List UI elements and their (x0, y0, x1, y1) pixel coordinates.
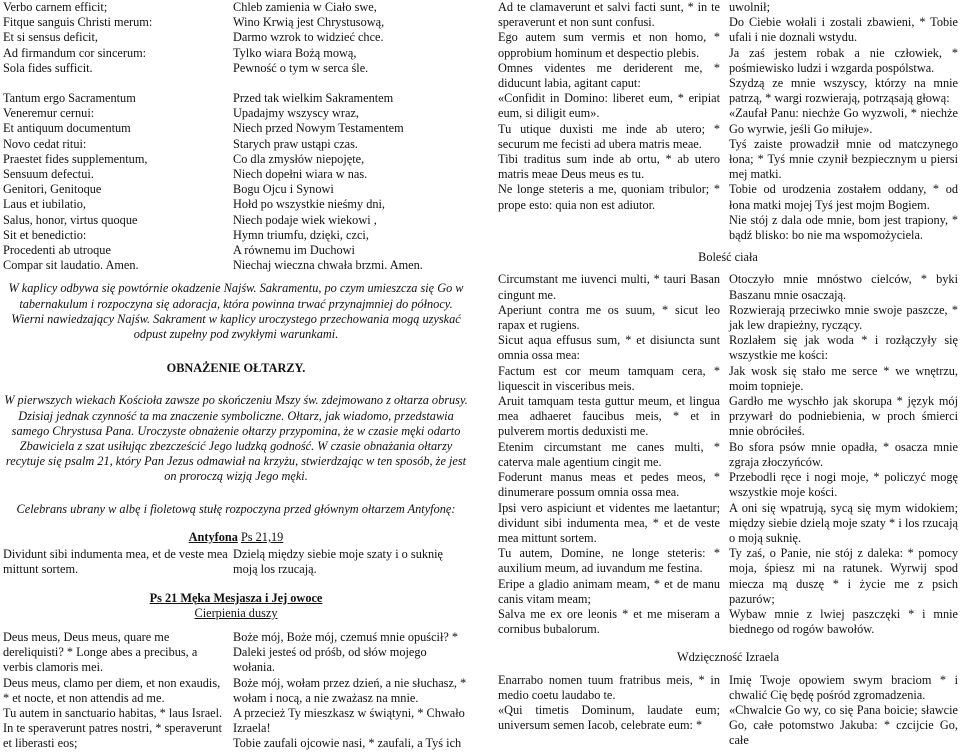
antiphon-title: Antyfona (188, 529, 238, 544)
section-title-gratitude: Wdzięczność Izraela (676, 650, 780, 665)
verse-line: Niechaj wieczna chwała brzmi. Amen. (233, 258, 423, 273)
verse-line: Verbo carnem efficit; (3, 0, 108, 14)
hymn-latin-column (3, 91, 228, 273)
verse-line: Starych praw ustąpi czas. (233, 136, 358, 151)
psalm-latin-column (498, 673, 720, 749)
verse-line: Salus, honor, virtus quoque (3, 212, 138, 227)
verse-line: Przed tak wielkim Sakramentem (233, 91, 394, 106)
hymn-polish-column (233, 91, 469, 273)
psalm-verse: Circumstant me iuvenci multi, * tauri Basan cingunt me. (498, 272, 720, 302)
psalm-verse: Ipsi vero aspiciunt et videntes me laetantur; dividunt sibi indumenta mea, * et de veste mea mittunt sortem. (498, 500, 720, 545)
verse-line: Niech przed Nowym Testamentem (233, 121, 404, 136)
psalm-verse: Boże mój, Boże mój, czemuś mnie opuścił? * Daleki jesteś od próśb, od słów mojego wołania. (233, 629, 459, 675)
psalm-text (3, 630, 469, 752)
psalm-verse: Boże mój, wołam przez dzień, a nie słuchasz, * wołam i nocą, a nie zważasz na mnie. (233, 675, 467, 705)
psalm-verse: Omnes videntes me deriderent me, * diducunt labia, agitant caput: (498, 60, 720, 91)
psalm-verse: «Chwalcie Go wy, co się Pana boicie; sławcie Go, całe potomstwo Jakuba: * czcijcie Go, całe (729, 702, 958, 748)
psalm-polish-column (729, 272, 958, 637)
verse-line: Niech dopełni wiara w nas. (233, 167, 368, 182)
psalm-latin-column (498, 0, 720, 243)
verse-line: Bogu Ojcu i Synowi (233, 182, 334, 197)
psalm-polish-column (729, 673, 958, 749)
psalm-verse: Tu autem in sanctuario habitas, * laus Israel. (3, 705, 223, 720)
psalm-verse: Salva me ex ore leonis * et me miseram a cornibus bubalorum. (498, 606, 720, 637)
right-page (498, 0, 958, 748)
psalm-title: Ps 21 Męka Mesjasza i Jej owoce (149, 590, 323, 605)
psalm-verse: Jak wosk się stało me serce * we wnętrzu, moim topnieje. (729, 363, 958, 393)
rubric-celebrant: Celebrans ubrany w albę i fioletową stułę rozpoczyna przed głównym ołtarzem Antyfonę: (16, 501, 456, 516)
psalm-verse: A przecież Ty mieszkasz w świątyni, * Chwało Izraela! (233, 705, 465, 736)
psalm-verse: Tobie od urodzenia zostałem oddany, * od łona matki mojej Tyś jest mojm Bogiem. (729, 182, 958, 212)
rubric-adoration: W kaplicy odbywa się powtórnie okadzenie Najśw. Sakramentu, po czym umieszcza się Go w tabernakulum i rozpoczyna się adoracja, która powinna trwać przynajmniej do północy. Wierni nawiedzający Najśw. Sakrament w kaplicy uroczystego przechowania mogą uzyskać odpust zupełny pod zwykłymi warunkami. (8, 281, 464, 342)
verse-line: Wino Krwią jest Chrystusową, (233, 15, 385, 30)
psalm-verse: Rozlałem się jak woda * i rozłączyły się wszystkie me kości: (729, 333, 958, 363)
psalm-verse: Deus meus, Deus meus, quare me dereliquisti? * Longe abes a precibus, a verbis clamoris mei. (3, 629, 198, 675)
psalm-verse: Aruit tamquam testa guttur meum, et lingua mea adhaeret faucibus meis, * et in pulverem mortis deduxisti me. (498, 394, 720, 439)
psalm-polish-column (233, 630, 469, 752)
psalm-verse: Tobie zaufali ojcowie nasi, * zaufali, a Tyś ich (233, 736, 462, 751)
psalm-verse: «Qui timetis Dominum, laudate eum; universum semen Iacob, celebrate eum: * (498, 702, 720, 733)
antiphon-polish-column (233, 547, 469, 577)
antiphon-latin-column (3, 547, 228, 577)
psalm-verse: Gardło me wyschło jak skorupa * język mój przywarł do podniebienia, w proch śmierci mnie obróciłeś. (729, 394, 958, 439)
psalm-verse: Ty zaś, o Panie, nie stój z daleka: * pomocy moja, śpiesz mi na ratunek. Wyrwij spod miecza mą duszę * i życie me z psich pazurów; (729, 546, 958, 606)
psalm-continuation (498, 0, 958, 243)
psalm-verse: Eripe a gladio animam meam, * et de manu canis vitam meam; (498, 576, 720, 606)
psalm-verse: Przebodli ręce i nogi moje, * policzyć mogę wszystkie moje kości. (729, 470, 958, 500)
verse-line: Ad firmandum cor sincerum: (3, 45, 147, 60)
psalm-verse: Aperiunt contra me os suum, * sicut leo rapax et rugiens. (498, 302, 720, 333)
psalm-verse: Bo sfora psów mnie opadła, * osacza mnie zgraja złoczyńców. (729, 439, 958, 469)
verse-line: A równemu im Duchowi (233, 243, 355, 258)
hymn-latin-column (3, 0, 228, 76)
verse-line: Laus et iubilatio, (3, 197, 86, 212)
psalm-verse: Enarrabo nomen tuum fratribus meis, * in medio coetu laudabo te. (498, 672, 720, 702)
psalm-verse: Deus meus, clamo per diem, et non exaudis, * et nocte, et non attendis ad me. (3, 675, 221, 705)
verse-line: Sensuum defectui. (3, 167, 94, 182)
antiphon-heading (3, 530, 469, 545)
psalm-verse: Tu autem, Domine, ne longe steteris: * auxilium meum, ad iuvandum me festina. (498, 546, 720, 576)
verse-line: Praestet fides supplementum, (3, 151, 148, 166)
verse-line: Hymn triumfu, dzięki, czci, (233, 227, 369, 242)
psalm-verse: Tibi traditus sum inde ab ortu, * ab utero matris meae Deus meus es tu. (498, 152, 720, 182)
psalm-polish-column (729, 0, 958, 243)
verse-line: Chleb zamienia w Ciało swe, (233, 0, 377, 14)
psalm-verse: «Confidit in Domino: liberet eum, * eripiat eum, si diligit eum». (498, 91, 720, 121)
verse-line: Niech podaje wiek wiekowi , (233, 212, 377, 227)
psalm-verse: Rozwierają przeciwko mnie swoje paszcze, * jak lew drapieżny, ryczący. (729, 302, 958, 333)
psalm-verse: Szydzą ze mnie wszyscy, którzy na mnie patrzą, * wargi rozwierają, potrząsają głową: (729, 76, 958, 106)
psalm-verse: «Zaufał Panu: niechże Go wyzwoli, * niechże Go wyrwie, jeśli Go miłuje». (729, 106, 958, 136)
psalm-verse: Tu utique duxisti me inde ab utero; * securum me fecisti ad ubera matris meae. (498, 121, 720, 151)
verse-line: Procedenti ab utroque (3, 243, 111, 258)
verse-line: Co dla zmysłów niepojęte, (233, 151, 365, 166)
verse-line: Pewność o tym w serca śle. (233, 60, 369, 75)
psalm-verse: Foderunt manus meas et pedes meos, * dinumerare possum omnia ossa mea. (498, 470, 720, 500)
verse-line: Hołd po wszystkie nieśmy dni, (233, 197, 385, 212)
antiphon-latin: Dividunt sibi indumenta mea, et de veste mea mittunt sortem. (3, 547, 228, 577)
psalm-verse: Do Ciebie wołali i zostali zbawieni, * Tobie ufali i nie doznali wstydu. (729, 15, 958, 45)
verse-line: Novo cedat ritui: (3, 136, 87, 151)
psalm-verse: In te speraverunt patres nostri, * speraverunt et liberasti eos; (3, 721, 222, 751)
verse-line: Et antiquum documentum (3, 121, 131, 136)
psalm-latin-column (498, 272, 720, 637)
verse-line: Darmo wzrok to widzieć chce. (233, 30, 384, 45)
hymn-stanza-1 (3, 0, 469, 76)
psalm-verse: Imię Twoje opowiem swym braciom * i chwalić Cię będę pośród zgromadzenia. (729, 672, 958, 702)
psalm-verse: A oni się wpatrują, sycą się mym widokiem; między siebie dzielą moje szaty * i los rzucają o moją suknię. (729, 500, 958, 545)
psalm-verse: Ne longe steteris a me, quoniam tribulor; * prope esto: quia non est adiutor. (498, 182, 720, 212)
psalm-verse: Otoczyło mnie mnóstwo cielców, * byki Baszanu mnie osaczają. (729, 272, 958, 302)
psalm-verse: Tyś zaiste prowadził mnie od matczynego łona; * Tyś mnie czynił bezpiecznym u piersi mej matki. (729, 136, 958, 182)
left-page (3, 0, 469, 751)
verse-line: Compar sit laudatio. Amen. (3, 258, 139, 273)
rubric-stripping: W pierwszych wiekach Kościoła zawsze po skończeniu Mszy św. zdejmowano z ołtarza obrusy. Dzisiaj jednak czynność ta ma znaczenie symboliczne. Ołtarz, jak wiadomo, przedstawia samego Chrystusa Pana. Uroczyste obnażenie ołtarzy przypomina, że w czasie męki odarto Zbawiciela z szat usiłując zbezcześcić Jego ludzką godność. W czasie obnażania ołtarzy recytuje się psalm 21, który Pan Jezus odmawiał na krzyżu, stwierdzając w ten sposób, że jest on proroczą wizją Jego męki. (4, 393, 468, 484)
hymn-polish-column (233, 0, 469, 76)
psalm-verse: Ja zaś jestem robak a nie człowiek, * pośmiewisko ludzi i wzgarda pospólstwa. (729, 45, 958, 75)
psalm-verse: Ego autem sum vermis et non homo, * opprobium hominum et despectio plebis. (498, 30, 720, 60)
verse-line: Sit et benedictio: (3, 227, 87, 242)
verse-line: Tantum ergo Sacramentum (3, 91, 136, 106)
hymn-stanza-2 (3, 91, 469, 273)
psalm-verse: Ad te clamaverunt et salvi facti sunt, * in te speraverunt et non sunt confusi. (498, 0, 720, 30)
antiphon-reference: Ps 21,19 (240, 529, 284, 544)
verse-line: Veneremur cernui: (3, 106, 95, 121)
verse-line: Tylko wiara Bożą mową, (233, 45, 357, 60)
psalm-verse: Etenim circumstant me canes multi, * caterva male agentium cingit me. (498, 439, 720, 469)
verse-line: Et si sensus deficit, (3, 30, 98, 45)
psalm-verse: Wybaw mnie z lwiej paszczęki * i mnie biednego od rogów bawołów. (729, 606, 958, 637)
psalm-verse: uwolnił; (729, 0, 770, 14)
section-heading-stripping: OBNAŻENIE OŁTARZY. (166, 361, 306, 376)
psalm-verse: Sicut aqua effusus sum, * et disiuncta sunt omnia ossa mea: (498, 333, 720, 363)
antiphon-text (3, 547, 469, 577)
psalm-gratitude-section (498, 673, 958, 749)
verse-line: Genitori, Genitoque (3, 182, 102, 197)
psalm-latin-column (3, 630, 228, 752)
section-title-body: Boleść ciała (698, 250, 758, 265)
verse-line: Upadajmy wszyscy wraz, (233, 106, 360, 121)
psalm-body-section (498, 272, 958, 637)
psalm-verse: Nie stój z dala ode mnie, bom jest trapiony, * bądź blisko: bo nie ma wspomożyciela. (729, 212, 958, 243)
antiphon-polish: Dzielą między siebie moje szaty i o suknię moją los rzucają. (233, 547, 444, 577)
psalm-verse: Factum est cor meum tamquam cera, * liquescit in visceribus meis. (498, 363, 720, 393)
verse-line: Fitque sanguis Christi merum: (3, 15, 153, 30)
psalm-subtitle: Cierpienia duszy (194, 605, 278, 620)
verse-line: Sola fides sufficit. (3, 60, 93, 75)
